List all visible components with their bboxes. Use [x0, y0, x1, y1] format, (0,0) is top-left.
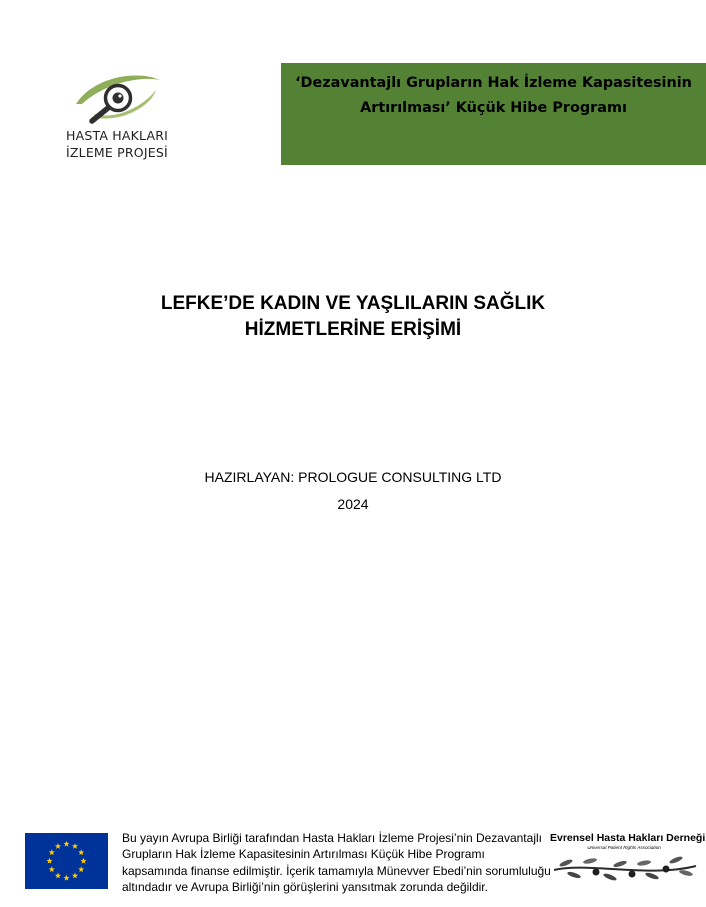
eu-flag-icon [25, 833, 108, 889]
document-title [0, 291, 706, 343]
association-name: Evrensel Hasta Hakları Derneği [550, 832, 706, 844]
publication-year: 2024 [337, 496, 369, 512]
eye-magnifier-icon [62, 68, 170, 124]
eu-flag-logo [25, 833, 108, 889]
hasta-haklari-logo [62, 68, 182, 164]
logo-text-line-2: İZLEME PROJESİ [66, 145, 168, 160]
program-title-line-2: Artırılması’ Küçük Hibe Programı [360, 100, 627, 116]
document-title-line-2: HİZMETLERİNE ERİŞİMİ [244, 319, 462, 340]
document-title-line-1: LEFKE’DE KADIN VE YAŞLILARIN SAĞLIK [160, 293, 546, 314]
olive-branch-icon [548, 852, 700, 888]
grant-program-banner [281, 63, 706, 165]
funding-disclaimer: Bu yayın Avrupa Birliği tarafından Hasta Hakları İzleme Projesi’nin Dezavantajlı Grupların Hak İzleme Kapasitesinin Artırılması Küçük Hibe Programı kapsamında finanse edilmiştir. İçerik tamamıyla Münevver Ebedi’nin sorumluluğu altındadır ve Avrupa Birliği’nin görüşlerini yansıtmak zorunda değildir. [122, 831, 551, 895]
program-title-line-1: ‘Dezavantajlı Grupların Hak İzleme Kapasitesinin [295, 75, 692, 91]
logo-text-line-1: HASTA HAKLARI [66, 128, 168, 143]
association-subtitle: Universal Patient Rights Association [587, 845, 661, 850]
prepared-by: HAZIRLAYAN: PROLOGUE CONSULTING LTD [204, 469, 502, 485]
association-logo [548, 832, 706, 890]
